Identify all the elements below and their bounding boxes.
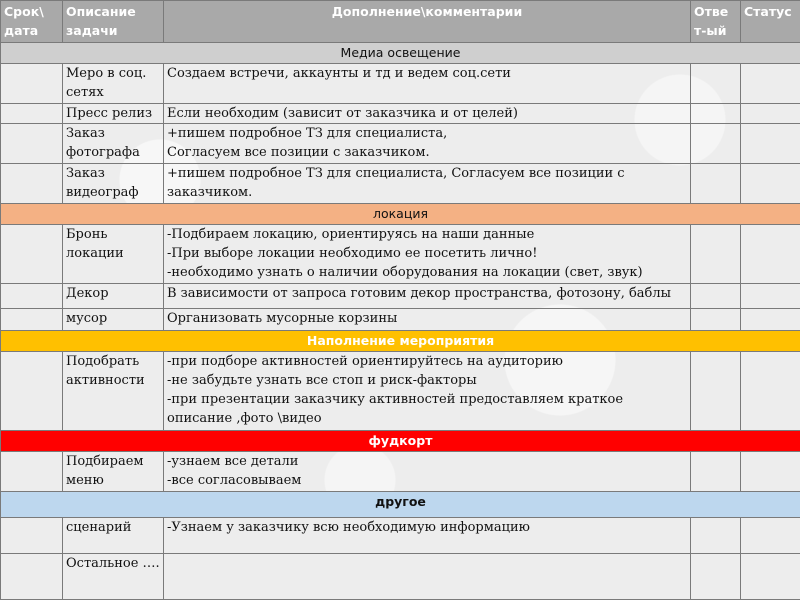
date-cell[interactable] [1, 518, 63, 554]
section-title: локация [1, 204, 800, 225]
date-cell[interactable] [1, 284, 63, 309]
status-cell[interactable] [741, 104, 800, 124]
task-cell: сценарий [63, 518, 164, 554]
status-cell[interactable] [741, 452, 800, 492]
task-cell: мусор [63, 309, 164, 331]
task-cell: Декор [63, 284, 164, 309]
task-cell: Остальное …. [63, 554, 164, 600]
comment-cell: -Подбираем локацию, ориентируясь на наши данные -При выборе локации необходимо ее посетить лично! -необходимо узнать о наличии оборудования на локации (свет, звук) [164, 225, 691, 284]
comment-cell: -узнаем все детали -все согласовываем [164, 452, 691, 492]
header-task: Описание задачи [63, 1, 164, 43]
task-cell: Заказ видеограф [63, 164, 164, 204]
table-row [1, 124, 800, 164]
responsible-cell[interactable] [691, 518, 741, 554]
comment-cell: Создаем встречи, аккаунты и тд и ведем соц.сети [164, 64, 691, 104]
comment-cell: +пишем подробное ТЗ для специалиста, Согласуем все позиции с заказчиком. [164, 124, 691, 164]
section-title: Наполнение мероприятия [1, 331, 800, 352]
table-row [1, 284, 800, 309]
responsible-cell[interactable] [691, 352, 741, 431]
table-row [1, 309, 800, 331]
task-cell: Подобрать активности [63, 352, 164, 431]
task-cell: Бронь локации [63, 225, 164, 284]
comment-cell: -Узнаем у заказчику всю необходимую информацию [164, 518, 691, 554]
responsible-cell[interactable] [691, 452, 741, 492]
status-cell[interactable] [741, 554, 800, 600]
table-row [1, 452, 800, 492]
date-cell[interactable] [1, 164, 63, 204]
task-cell: Меро в соц. сетях [63, 64, 164, 104]
header-comments: Дополнение\комментарии [164, 1, 691, 43]
section-other [1, 492, 800, 518]
table-row [1, 225, 800, 284]
responsible-cell[interactable] [691, 164, 741, 204]
date-cell[interactable] [1, 352, 63, 431]
table-row [1, 104, 800, 124]
date-cell[interactable] [1, 452, 63, 492]
comment-cell: +пишем подробное ТЗ для специалиста, Согласуем все позиции с заказчиком. [164, 164, 691, 204]
table-row [1, 518, 800, 554]
status-cell[interactable] [741, 352, 800, 431]
comment-cell: Организовать мусорные корзины [164, 309, 691, 331]
status-cell[interactable] [741, 309, 800, 331]
section-media [1, 43, 800, 64]
header-date: Срок\ дата [1, 1, 63, 43]
task-cell: Пресс релиз [63, 104, 164, 124]
section-title: другое [1, 492, 800, 518]
responsible-cell[interactable] [691, 554, 741, 600]
date-cell[interactable] [1, 104, 63, 124]
date-cell[interactable] [1, 554, 63, 600]
comment-cell: Если необходим (зависит от заказчика и от целей) [164, 104, 691, 124]
section-food-court [1, 431, 800, 452]
table-row [1, 554, 800, 600]
responsible-cell[interactable] [691, 225, 741, 284]
header-row [1, 1, 800, 43]
comment-cell: -при подборе активностей ориентируйтесь на аудиторию -не забудьте узнать все стоп и риск-факторы -при презентации заказчику активностей предоставляем краткое описание ,фото \видео [164, 352, 691, 431]
header-responsible: Отве т-ый [691, 1, 741, 43]
section-event-content [1, 331, 800, 352]
table-row [1, 352, 800, 431]
date-cell[interactable] [1, 124, 63, 164]
table-row [1, 64, 800, 104]
responsible-cell[interactable] [691, 124, 741, 164]
responsible-cell[interactable] [691, 309, 741, 331]
table-row [1, 164, 800, 204]
status-cell[interactable] [741, 164, 800, 204]
status-cell[interactable] [741, 64, 800, 104]
comment-cell [164, 554, 691, 600]
responsible-cell[interactable] [691, 64, 741, 104]
status-cell[interactable] [741, 284, 800, 309]
task-cell: Заказ фотографа [63, 124, 164, 164]
date-cell[interactable] [1, 225, 63, 284]
section-title: фудкорт [1, 431, 800, 452]
task-cell: Подбираем меню [63, 452, 164, 492]
section-title: Медиа освещение [1, 43, 800, 64]
section-location [1, 204, 800, 225]
date-cell[interactable] [1, 64, 63, 104]
header-status: Статус [741, 1, 800, 43]
status-cell[interactable] [741, 518, 800, 554]
responsible-cell[interactable] [691, 284, 741, 309]
date-cell[interactable] [1, 309, 63, 331]
status-cell[interactable] [741, 225, 800, 284]
comment-cell: В зависимости от запроса готовим декор пространства, фотозону, баблы [164, 284, 691, 309]
responsible-cell[interactable] [691, 104, 741, 124]
status-cell[interactable] [741, 124, 800, 164]
